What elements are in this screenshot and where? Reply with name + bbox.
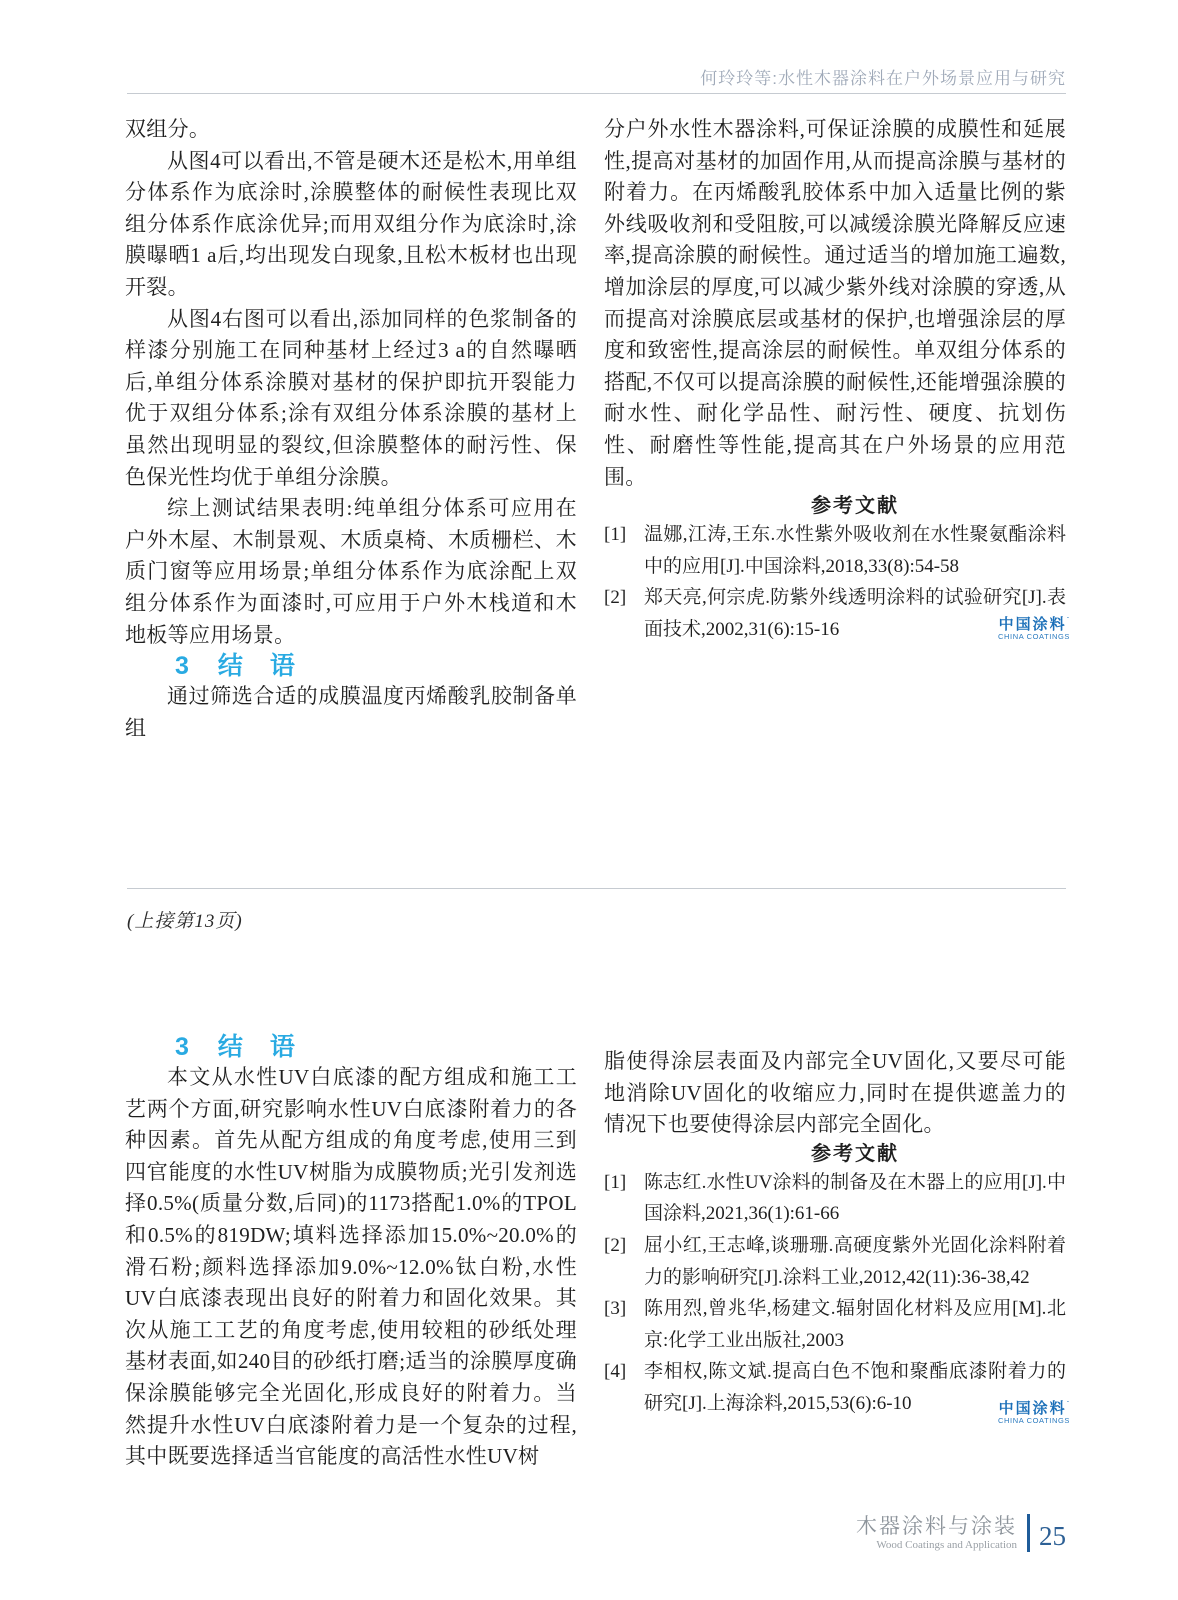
reference-item bbox=[604, 519, 1066, 582]
logo-text-en: CHINA COATINGS bbox=[997, 632, 1071, 642]
article2-left-column bbox=[125, 1032, 577, 1473]
reference-item bbox=[604, 1167, 1066, 1230]
china-coatings-logo bbox=[994, 1400, 1074, 1426]
reference-label: [3] bbox=[604, 1298, 627, 1320]
paragraph: 脂使得涂层表面及内部完全UV固化,又要尽可能地消除UV固化的收缩应力,同时在提供遮盖力的情况下也要使得涂层内部完全固化。 bbox=[604, 1049, 1066, 1137]
section-number: 3 bbox=[175, 652, 190, 681]
section-divider-rule bbox=[127, 888, 1066, 889]
references-heading: 参考文献 bbox=[811, 495, 899, 518]
reference-label: [2] bbox=[604, 1234, 627, 1256]
journal-titles bbox=[856, 1514, 1017, 1552]
reference-text: 郑天亮,何宗虎.防紫外线透明涂料的试验研究[J].表面技术,2002,31(6):15-16 bbox=[644, 587, 1066, 640]
article1-left-column bbox=[125, 114, 577, 744]
references-heading: 参考文献 bbox=[811, 1142, 899, 1165]
paragraph: 从图4可以看出,不管是硬木还是松木,用单组分体系作为底涂时,涂膜整体的耐候性表现比双组分体系作底涂优异;而用双组分作为底涂时,涂膜曝晒1 a后,均出现发白现象,且松木板材也出现开裂。 bbox=[125, 148, 577, 299]
reference-text: 屈小红,王志峰,谈珊珊.高硬度紫外光固化涂料附着力的影响研究[J].涂料工业,2012,42(11):36-38,42 bbox=[644, 1234, 1066, 1288]
paragraph: 本文从水性UV白底漆的配方组成和施工工艺两个方面,研究影响水性UV白底漆附着力的各种因素。首先从配方组成的角度考虑,使用三到四官能度的水性UV树脂为成膜物质;光引发剂选择0.5%(质量分数,后同)的1173搭配1.0%的TPOL和0.5%的819DW;填料选择添加15.0%~20.0%的滑石粉;颜料选择添加9.0%~12.0%钛白粉,水性UV白底漆表现出良好的附着力和固化效果。其次从施工工艺的角度考虑,使用较粗的砂纸处理基材表面,如240目的砂纸打磨;适当的涂膜厚度确保涂膜能够完全光固化,形成良好的附着力。当然提升水性UV白底漆附着力是一个复杂的过程,其中既要选择适当官能度的高活性水性UV树 bbox=[125, 1065, 577, 1469]
article2-right-column bbox=[604, 1046, 1066, 1420]
logo-trademark-dot: ˙ bbox=[1066, 1400, 1070, 1409]
section-heading-conclusion bbox=[125, 1032, 577, 1062]
reference-text: 李相权,陈文斌.提高白色不饱和聚酯底漆附着力的研究[J].上海涂料,2015,53(6):6-10 bbox=[644, 1361, 1066, 1414]
continuation-note: (上接第13页) bbox=[127, 911, 243, 932]
journal-title-en: Wood Coatings and Application bbox=[876, 1539, 1017, 1551]
logo-text-en: CHINA COATINGS bbox=[997, 1416, 1071, 1426]
reference-text: 陈志红.水性UV涂料的制备及在木器上的应用[J].中国涂料,2021,36(1):61-66 bbox=[644, 1171, 1066, 1225]
logo-text-cn: 中国涂料˙ bbox=[998, 1400, 1070, 1417]
paragraph: 从图4右图可以看出,添加同样的色浆制备的样漆分别施工在同种基材上经过3 a的自然曝晒后,单组分体系涂膜对基材的保护即抗开裂能力优于双组分体系;涂有双组分体系涂膜的基材上虽然出现明显的裂纹,但涂膜整体的耐污性、保色保光性均优于单组分涂膜。 bbox=[125, 306, 577, 489]
paragraph: 综上测试结果表明:纯单组分体系可应用在户外木屋、木制景观、木质桌椅、木质栅栏、木质门窗等应用场景;单组分体系作为底涂配上双组分体系作为面漆时,可应用于户外木栈道和木地板等应用场景。 bbox=[125, 496, 577, 647]
running-title: 何玲玲等:水性木器涂料在户外场景应用与研究 bbox=[700, 69, 1066, 88]
journal-title-cn: 木器涂料与涂装 bbox=[856, 1514, 1017, 1538]
header-rule bbox=[127, 93, 1066, 94]
reference-item bbox=[604, 1293, 1066, 1356]
page-number: 25 bbox=[1039, 1520, 1066, 1551]
paragraph: 通过筛选合适的成膜温度丙烯酸乳胶制备单组 bbox=[125, 684, 577, 740]
section-heading-conclusion bbox=[125, 651, 577, 681]
reference-label: [1] bbox=[604, 1171, 627, 1193]
reference-item bbox=[604, 1230, 1066, 1293]
section-number: 3 bbox=[175, 1033, 190, 1061]
china-coatings-logo bbox=[994, 616, 1074, 642]
section-title: 结 语 bbox=[217, 1033, 296, 1061]
article1-right-column bbox=[604, 114, 1066, 646]
reference-label: [2] bbox=[604, 587, 627, 609]
footer-divider-bar bbox=[1027, 1514, 1030, 1552]
logo-trademark-dot: ˙ bbox=[1066, 616, 1070, 625]
reference-label: [4] bbox=[604, 1361, 627, 1383]
paragraph-continuation: 双组分。 bbox=[125, 117, 211, 141]
section-title: 结 语 bbox=[217, 652, 296, 681]
paragraph: 分户外水性木器涂料,可保证涂膜的成膜性和延展性,提高对基材的加固作用,从而提高涂膜与基材的附着力。在丙烯酸乳胶体系中加入适量比例的紫外线吸收剂和受阻胺,可以减缓涂膜光降解反应速率,提高涂膜的耐候性。通过适当的增加施工遍数,增加涂层的厚度,可以减少紫外线对涂膜的穿透,从而提高对涂膜底层或基材的保护,也增强涂层的厚度和致密性,提高涂层的耐候性。单双组分体系的搭配,不仅可以提高涂膜的耐候性,还能增强涂膜的耐水性、耐化学品性、耐污性、硬度、抗划伤性、耐磨性等性能,提高其在户外场景的应用范围。 bbox=[604, 117, 1066, 489]
reference-label: [1] bbox=[604, 524, 627, 546]
page-footer bbox=[856, 1514, 1066, 1552]
reference-text: 温娜,江涛,王东.水性紫外吸收剂在水性聚氨酯涂料中的应用[J].中国涂料,2018,33(8):54-58 bbox=[644, 524, 1066, 577]
logo-text-cn: 中国涂料˙ bbox=[998, 616, 1070, 633]
reference-text: 陈用烈,曾兆华,杨建文.辐射固化材料及应用[M].北京:化学工业出版社,2003 bbox=[644, 1298, 1066, 1351]
